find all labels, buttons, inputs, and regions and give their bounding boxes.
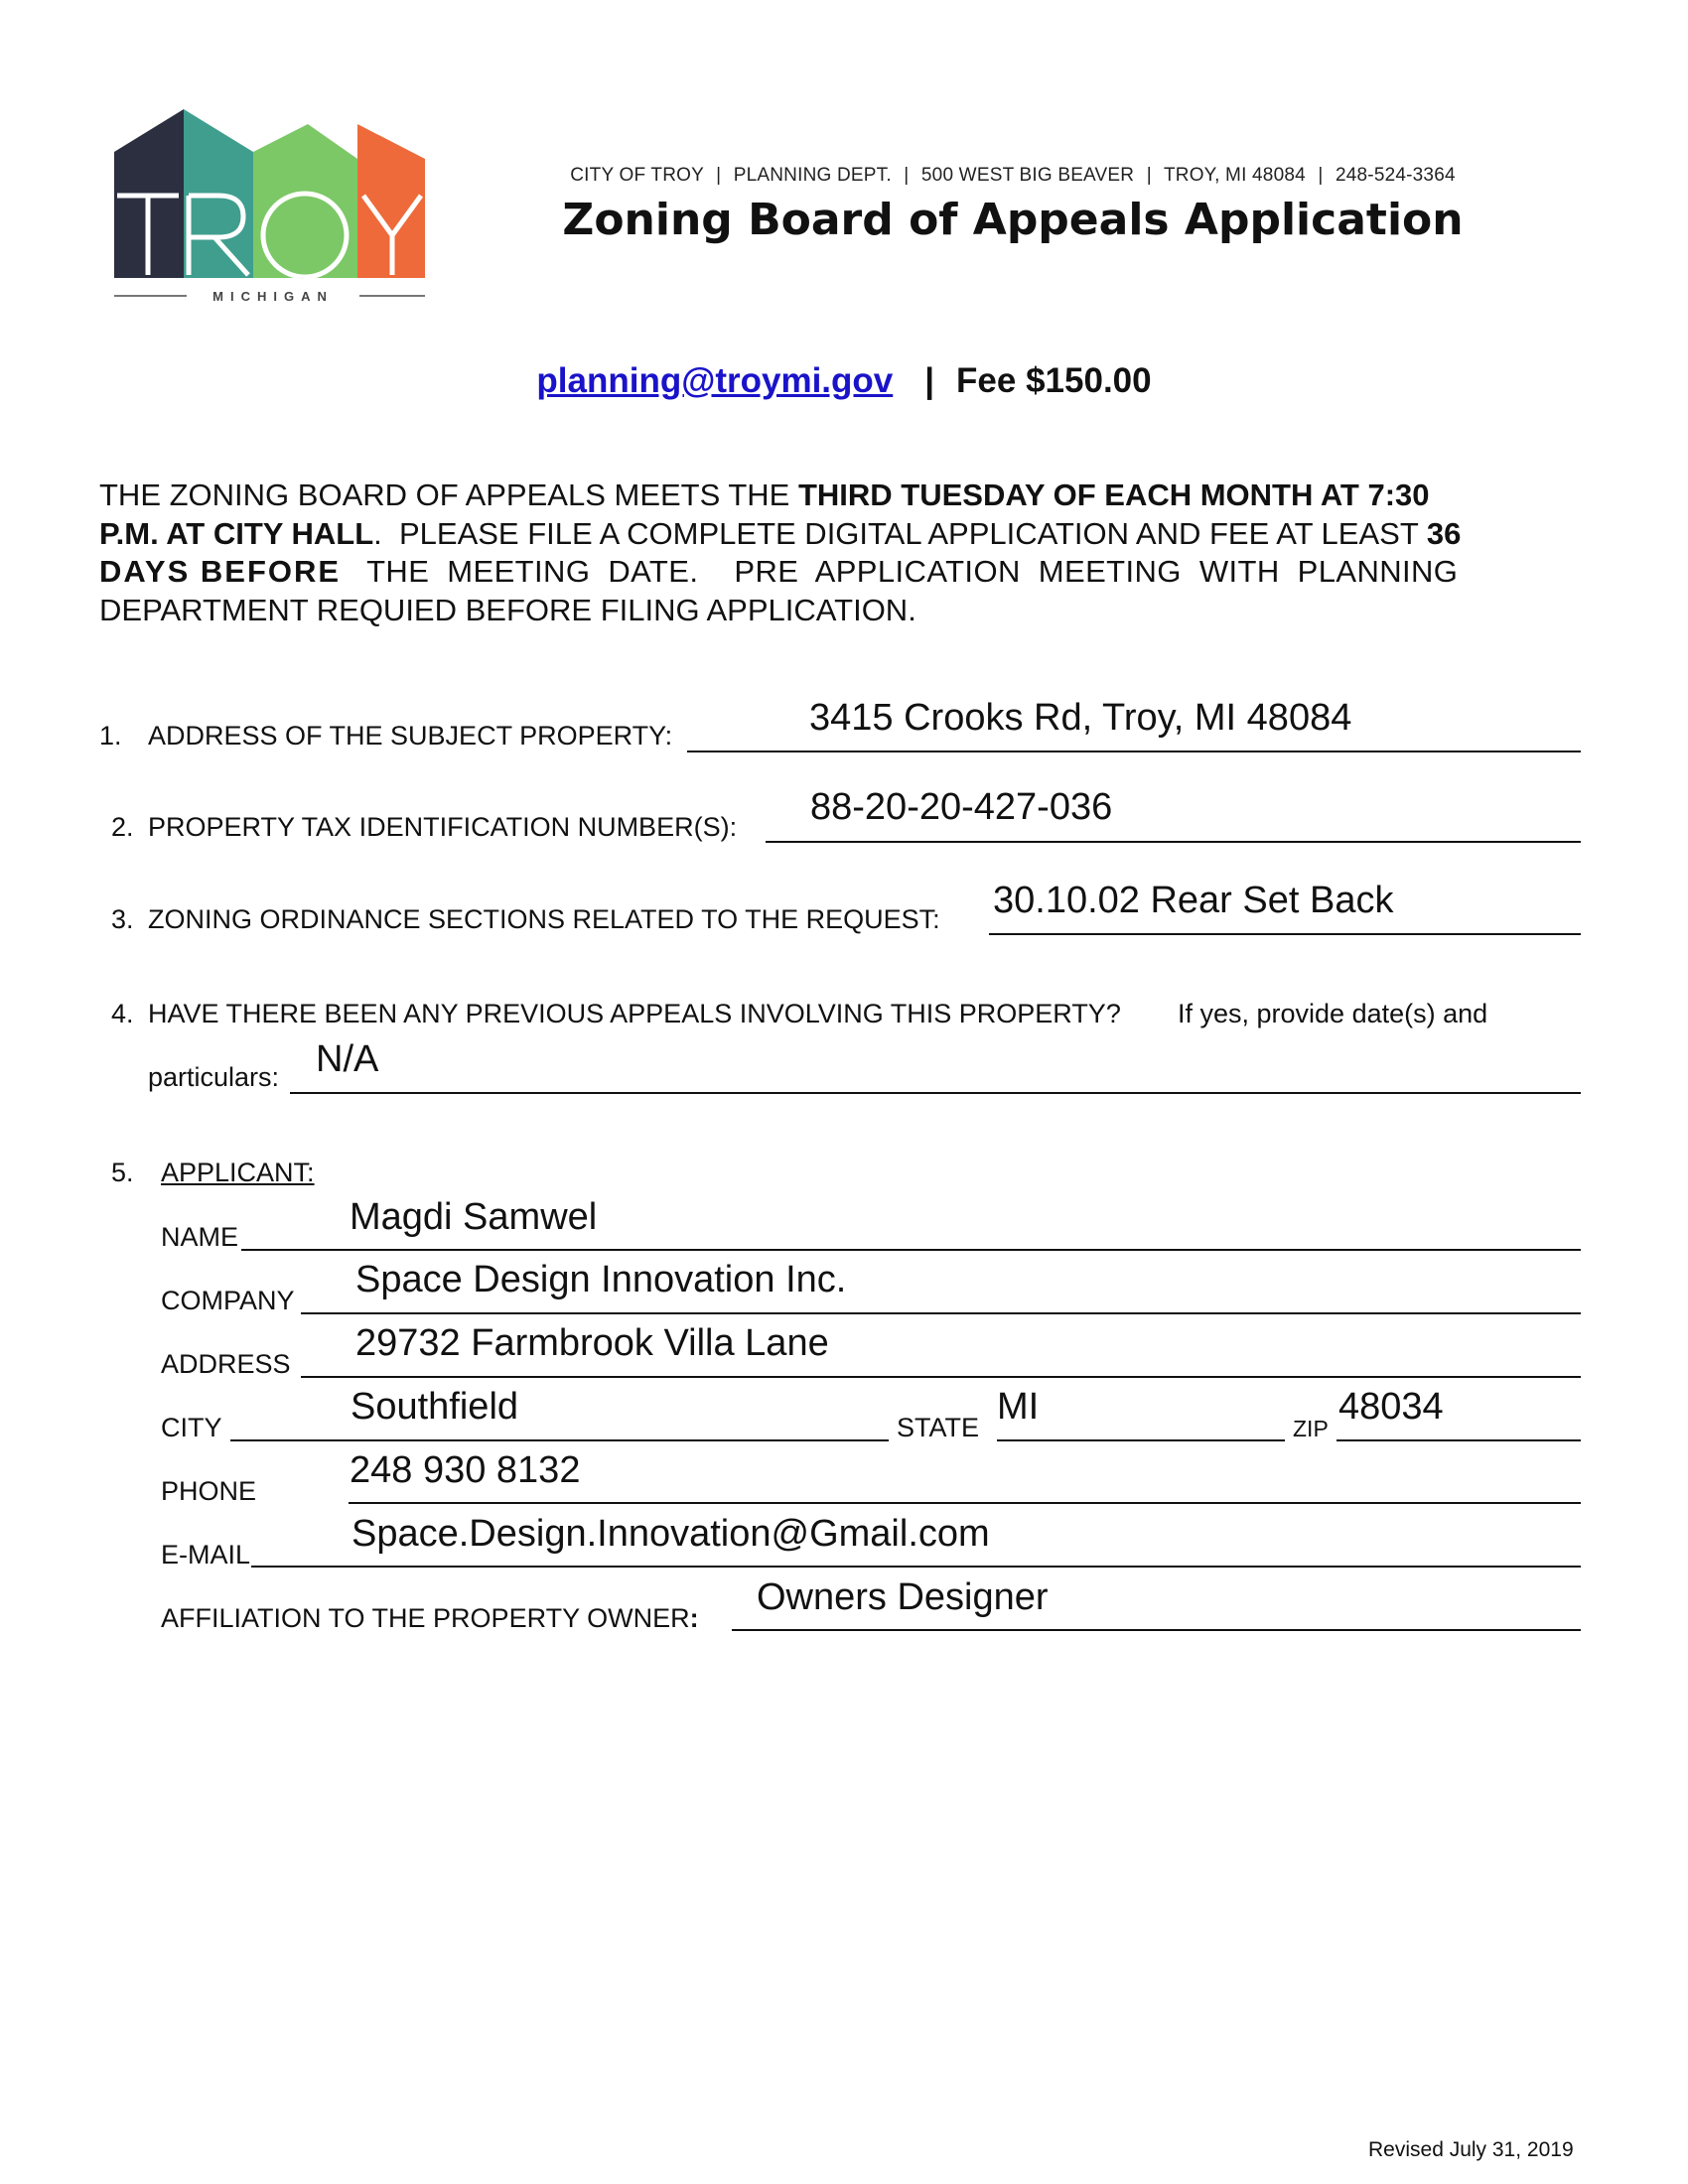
q2-number: 2. xyxy=(111,812,134,842)
state-field[interactable]: MI xyxy=(997,1386,1040,1428)
ordinance-sections-field[interactable]: 30.10.02 Rear Set Back xyxy=(993,880,1394,921)
fee-label: Fee $150.00 xyxy=(956,361,1152,400)
notice-line xyxy=(99,477,1589,515)
state-label: STATE xyxy=(897,1413,980,1442)
q4-label: HAVE THERE BEEN ANY PREVIOUS APPEALS INVOLVING THIS PROPERTY? xyxy=(148,999,1121,1028)
q4-particulars-label: particulars: xyxy=(148,1062,280,1092)
address-underline xyxy=(301,1376,1581,1378)
company-underline xyxy=(301,1312,1581,1314)
phone-label: PHONE xyxy=(161,1476,257,1506)
troy-houses-logo-icon xyxy=(109,104,437,308)
affiliation-field[interactable]: Owners Designer xyxy=(757,1576,1049,1618)
email-field[interactable]: Space.Design.Innovation@Gmail.com xyxy=(352,1513,990,1555)
email-label: E-MAIL xyxy=(161,1540,251,1570)
q4-number: 4. xyxy=(111,999,134,1028)
applicant-address-field[interactable]: 29732 Farmbrook Villa Lane xyxy=(355,1322,829,1364)
applicant-heading: APPLICANT: xyxy=(161,1158,315,1187)
q3-number: 3. xyxy=(111,904,134,934)
affiliation-colon: : xyxy=(689,1603,699,1633)
company-field[interactable]: Space Design Innovation Inc. xyxy=(355,1259,847,1300)
org-dept: PLANNING DEPT. xyxy=(733,165,892,186)
contact-line xyxy=(298,361,1390,401)
city-field[interactable]: Southfield xyxy=(351,1386,519,1428)
name-underline xyxy=(241,1249,1581,1251)
separator: | xyxy=(1318,165,1324,186)
notice-text: THE ZONING BOARD OF APPEALS MEETS THE xyxy=(99,478,798,512)
notice-line xyxy=(99,515,1589,554)
q4-underline xyxy=(290,1092,1581,1094)
q1-label: ADDRESS OF THE SUBJECT PROPERTY: xyxy=(148,721,673,751)
q1-number: 1. xyxy=(99,721,122,751)
zip-underline xyxy=(1336,1439,1581,1441)
logo-subtitle: MICHIGAN xyxy=(212,289,334,304)
q3-underline xyxy=(989,933,1581,935)
zip-label: ZIP xyxy=(1293,1416,1329,1441)
notice-text: DEPARTMENT REQUIED BEFORE FILING APPLICATION. xyxy=(99,592,916,627)
notice-text: THE MEETING DATE. PRE APPLICATION MEETING WITH PLANNING xyxy=(366,554,1459,589)
org-street: 500 WEST BIG BEAVER xyxy=(920,165,1135,186)
affiliation-label xyxy=(161,1603,699,1634)
city-underline xyxy=(230,1439,889,1441)
separator: | xyxy=(1146,165,1152,186)
phone-underline xyxy=(349,1502,1581,1504)
notice-bold: P.M. AT CITY HALL xyxy=(99,515,374,551)
city-label: CITY xyxy=(161,1413,222,1442)
q3-label: ZONING ORDINANCE SECTIONS RELATED TO THE REQUEST: xyxy=(148,904,940,934)
notice-bold: 36 xyxy=(1426,515,1462,551)
email-link[interactable]: planning@troymi.gov xyxy=(536,361,894,400)
name-label: NAME xyxy=(161,1222,239,1252)
separator: | xyxy=(904,165,910,186)
document-title: Zoning Board of Appeals Application xyxy=(562,195,1464,245)
notice-bold: THIRD TUESDAY OF EACH MONTH AT 7:30 xyxy=(797,478,1430,512)
previous-appeals-field[interactable]: N/A xyxy=(316,1038,379,1080)
q1-underline xyxy=(687,751,1581,752)
phone-field[interactable]: 248 930 8132 xyxy=(350,1449,581,1491)
notice-line xyxy=(99,592,1589,630)
org-name: CITY OF TROY xyxy=(570,165,704,186)
state-underline xyxy=(997,1439,1285,1441)
q5-number: 5. xyxy=(111,1158,134,1187)
address-label: ADDRESS xyxy=(161,1349,291,1379)
affiliation-underline xyxy=(732,1629,1581,1631)
q2-label: PROPERTY TAX IDENTIFICATION NUMBER(S): xyxy=(148,812,738,842)
org-header xyxy=(516,165,1509,187)
q4-hint: If yes, provide date(s) and xyxy=(1178,999,1488,1028)
separator: | xyxy=(716,165,722,186)
notice-line xyxy=(99,553,1589,592)
email-underline xyxy=(251,1566,1581,1568)
affiliation-label-text: AFFILIATION TO THE PROPERTY OWNER xyxy=(161,1603,690,1633)
property-address-field[interactable]: 3415 Crooks Rd, Troy, MI 48084 xyxy=(809,697,1352,739)
tax-id-field[interactable]: 88-20-20-427-036 xyxy=(810,786,1113,828)
revised-date: Revised July 31, 2019 xyxy=(1368,2138,1574,2161)
notice-text: . PLEASE FILE A COMPLETE DIGITAL APPLICATION AND FEE AT LEAST xyxy=(373,515,1427,551)
company-label: COMPANY xyxy=(161,1286,295,1315)
notice-bold: DAYS BEFORE xyxy=(99,554,342,589)
troy-logo xyxy=(109,104,437,308)
org-phone: 248-524-3364 xyxy=(1336,165,1456,186)
org-city: TROY, MI 48084 xyxy=(1163,165,1306,186)
applicant-name-field[interactable]: Magdi Samwel xyxy=(350,1196,598,1238)
separator: | xyxy=(924,361,935,400)
q2-underline xyxy=(766,841,1581,843)
meeting-notice xyxy=(99,477,1589,629)
zip-field[interactable]: 48034 xyxy=(1338,1386,1444,1428)
